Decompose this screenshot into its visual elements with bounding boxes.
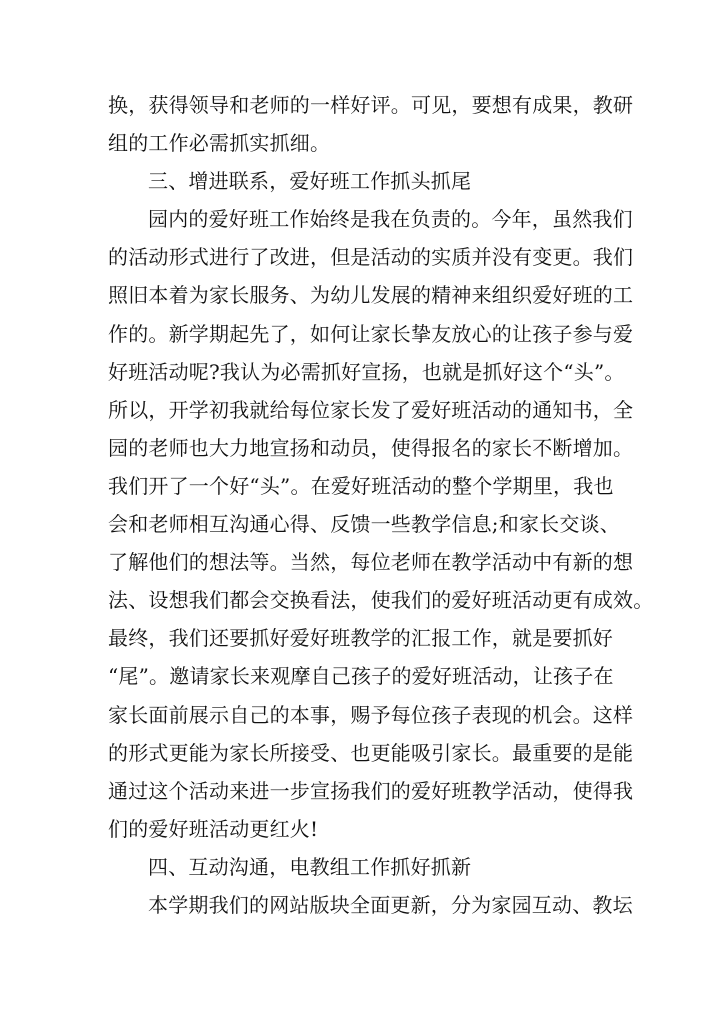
document-body — [108, 86, 654, 924]
paragraph-line: 家长面前展示自己的本事，赐予每位孩子表现的机会。这样 — [108, 702, 634, 727]
paragraph-line: 园的老师也大力地宣扬和动员，使得报名的家长不断增加。 — [108, 435, 634, 460]
section-heading: 三、增进联系，爱好班工作抓头抓尾 — [148, 169, 472, 194]
paragraph-line: 好班活动呢?我认为必需抓好宣扬，也就是抓好这个“头”。 — [108, 359, 625, 384]
paragraph-line: 所以，开学初我就给每位家长发了爱好班活动的通知书，全 — [108, 397, 634, 422]
paragraph-line: 园内的爱好班工作始终是我在负责的。今年，虽然我们 — [148, 207, 633, 232]
paragraph-line: 换，获得领导和老师的一样好评。可见，要想有成果，教研 — [108, 93, 634, 117]
paragraph-line: 最终，我们还要抓好爱好班教学的汇报工作，就是要抓好 — [108, 626, 613, 651]
section-heading: 四、互动沟通，电教组工作抓好抓新 — [148, 854, 472, 879]
paragraph-line: 照旧本着为家长服务、为幼儿发展的精神来组织爱好班的工 — [108, 283, 634, 308]
paragraph-line: 组的工作必需抓实抓细。 — [108, 131, 331, 156]
paragraph-line: 本学期我们的网站版块全面更新，分为家园互动、教坛 — [148, 892, 633, 917]
paragraph-line: 通过这个活动来进一步宣扬我们的爱好班教学活动，使得我 — [108, 778, 634, 803]
paragraph-line: 我们开了一个好“头”。在爱好班活动的整个学期里，我也 — [108, 473, 614, 498]
paragraph-line: “尾”。邀请家长来观摩自己孩子的爱好班活动，让孩子在 — [108, 664, 614, 689]
paragraph-line: 法、设想我们都会交换看法，使我们的爱好班活动更有成效。 — [108, 588, 654, 613]
paragraph-line: 会和老师相互沟通心得、反馈一些教学信息;和家长交谈、 — [108, 512, 620, 537]
paragraph-line: 的形式更能为家长所接受、也更能吸引家长。最重要的是能 — [108, 740, 634, 765]
paragraph-line: 了解他们的想法等。当然，每位老师在教学活动中有新的想 — [108, 550, 634, 575]
paragraph-line: 作的。新学期起先了，如何让家长挚友放心的让孩子参与爱 — [108, 321, 634, 346]
paragraph-line: 们的爱好班活动更红火! — [108, 816, 319, 841]
paragraph-line: 的活动形式进行了改进，但是活动的实质并没有变更。我们 — [108, 245, 634, 270]
